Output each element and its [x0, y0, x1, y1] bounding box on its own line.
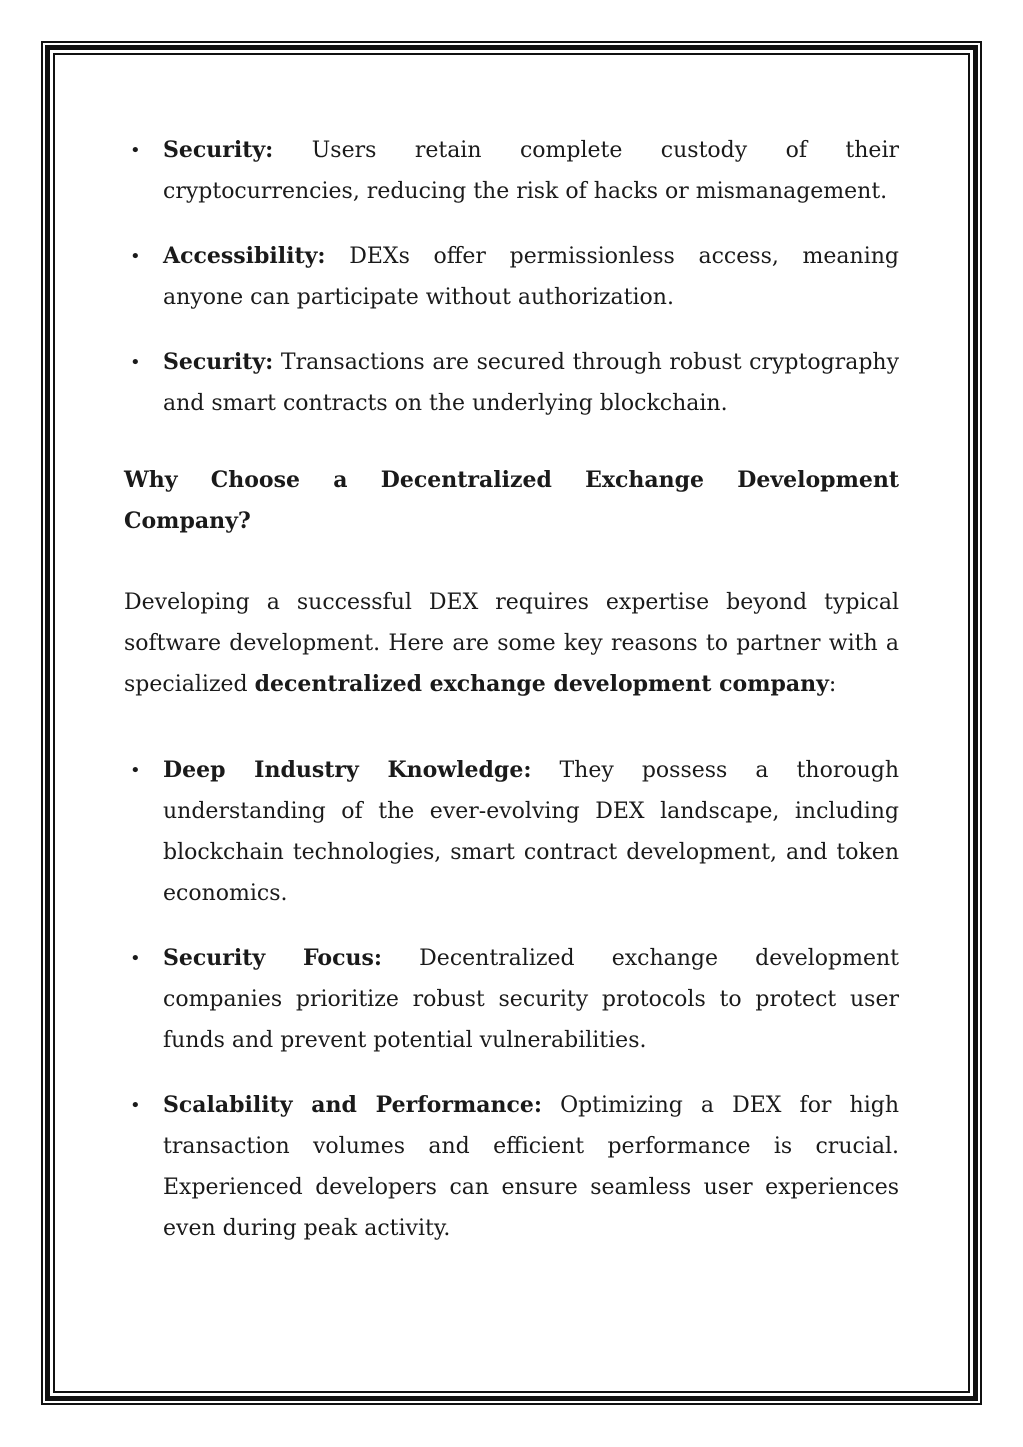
reasons-list: [124, 750, 899, 1249]
intro-bold-phrase: decentralized exchange development company: [254, 671, 829, 697]
list-item: [163, 938, 899, 1061]
list-item-text: Transactions are secured through robust cryptography and smart contracts on the underlying blockchain.: [163, 350, 899, 416]
document-body: [124, 130, 899, 1273]
list-item-text: They possess a thorough understanding of the ever-evolving DEX landscape, including blockchain technologies, smart contract development, and token economics.: [163, 758, 899, 906]
list-item: [163, 236, 899, 318]
benefits-list: [124, 130, 899, 424]
list-item: [163, 130, 899, 212]
list-item-text: Users retain complete custody of their cryptocurrencies, reducing the risk of hacks or mismanagement.: [163, 138, 899, 204]
intro-text: Developing a successful DEX requires expertise beyond typical software development. Here are some key reasons to partner with a specialized: [124, 590, 899, 697]
intro-text-end: :: [828, 672, 837, 697]
list-item-term: Scalability and Performance:: [163, 1092, 542, 1118]
list-item: [163, 342, 899, 424]
list-item-term: Security:: [163, 349, 274, 375]
section-heading: Why Choose a Decentralized Exchange Development Company?: [124, 467, 899, 534]
list-item-term: Accessibility:: [163, 243, 326, 269]
list-item: [163, 750, 899, 914]
list-item-term: Security Focus:: [163, 945, 382, 971]
list-item-text: DEXs offer permissionless access, meaning anyone can participate without authorization.: [163, 244, 899, 310]
list-item-term: Deep Industry Knowledge:: [163, 757, 532, 783]
list-item: [163, 1085, 899, 1249]
list-item-text: Optimizing a DEX for high transaction volumes and efficient performance is crucial. Experienced developers can ensure seamless user experiences even during peak activity.: [163, 1093, 899, 1241]
intro-paragraph: [124, 582, 899, 705]
list-item-text: Decentralized exchange development companies prioritize robust security protocols to protect user funds and prevent potential vulnerabilities.: [163, 946, 899, 1053]
list-item-term: Security:: [163, 137, 274, 163]
